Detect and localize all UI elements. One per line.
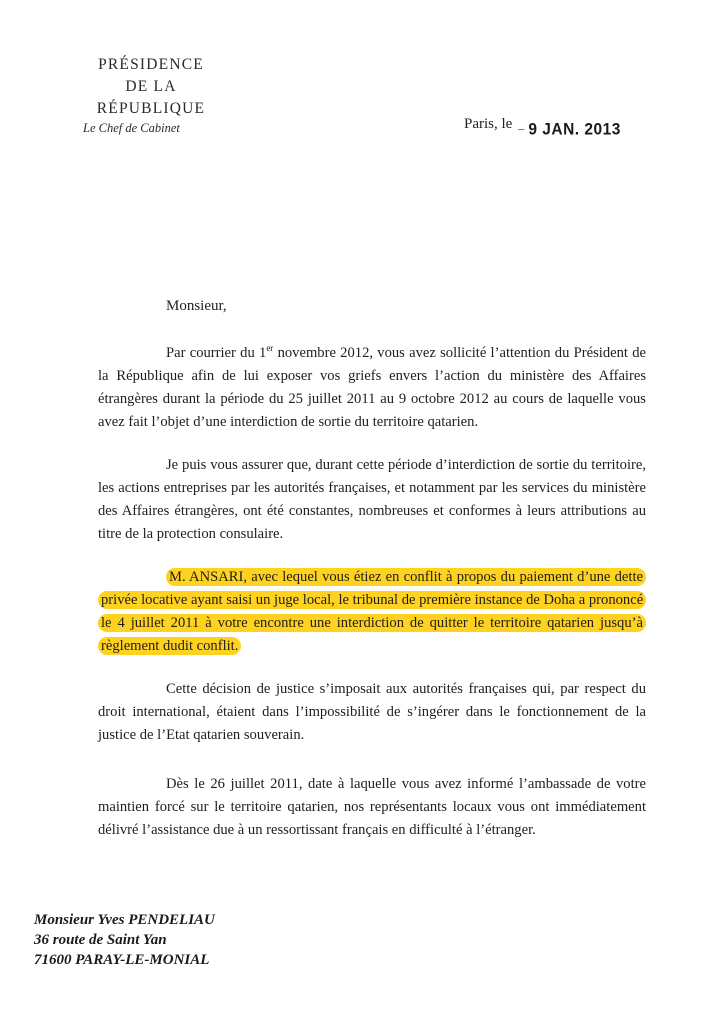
paragraph-4: Cette décision de justice s’imposait aux autorités françaises qui, par respect du droit international, étaient dans l’impossibilité de s’ingérer dans le fonctionnement de la justice de l’Etat qatarien souverain. <box>98 681 646 743</box>
paragraph-5: Dès le 26 juillet 2011, date à laquelle vous avez informé l’ambassade de votre maintien forcé sur le territoire qatarien, nos représentants locaux vous ont immédiatement délivré l’assistance due à un ressortissant français en difficulté à l’étranger. <box>98 776 646 838</box>
date-stamp: 9 JAN. 2013 <box>528 120 621 139</box>
letter-body <box>98 342 646 862</box>
paragraph-1-rest: novembre 2012, vous avez sollicité l’attention du Président de la République afin de lui exposer vos griefs envers l’action du ministère des Affaires étrangères durant la période du 25 juillet 2011 au 9 octobre 2012 au cours de laquelle vous avez fait l’objet d’une interdiction de sortie du territoire qatarien. <box>98 345 646 430</box>
highlighted-text: M. ANSARI, avec lequel vous étiez en conflit à propos du paiement d’une dette privée locative ayant saisi un juge local, le tribunal de première instance de Doha a prononcé le 4 juillet 2011 à votre encontre une interdiction de quitter le territoire qatarien jusqu’à règlement dudit conflit. <box>98 568 646 655</box>
paragraph-2: Je puis vous assurer que, durant cette période d’interdiction de sortie du territoire, les actions entreprises par les autorités françaises, et notamment par les services du ministère des Affaires étrangères, ont été constantes, nombreuses et conformes à leurs attributions au titre de la protection consulaire. <box>98 457 646 542</box>
date-dash: – <box>518 121 525 135</box>
address-line-3: 71600 PARAY-LE-MONIAL <box>34 952 210 968</box>
paragraph-1-start: Par courrier du 1 <box>166 345 267 361</box>
salutation: Monsieur, <box>166 298 227 314</box>
address-line-2: 36 route de Saint Yan <box>34 932 167 948</box>
date-prefix: Paris, le <box>464 116 513 132</box>
paragraph-3-highlighted <box>98 566 646 658</box>
address-line-1: Monsieur Yves PENDELIAU <box>34 912 215 928</box>
recipient-address <box>34 910 215 970</box>
letterhead-line-2: DE LA <box>125 78 177 95</box>
letterhead-line-1: PRÉSIDENCE <box>98 56 204 73</box>
date-line <box>464 115 621 139</box>
ordinal-superscript: er <box>266 343 274 354</box>
paragraph-1 <box>98 342 646 434</box>
letterhead <box>78 54 224 136</box>
letterhead-subtitle: Le Chef de Cabinet <box>83 121 180 135</box>
letterhead-line-3: RÉPUBLIQUE <box>96 100 206 117</box>
